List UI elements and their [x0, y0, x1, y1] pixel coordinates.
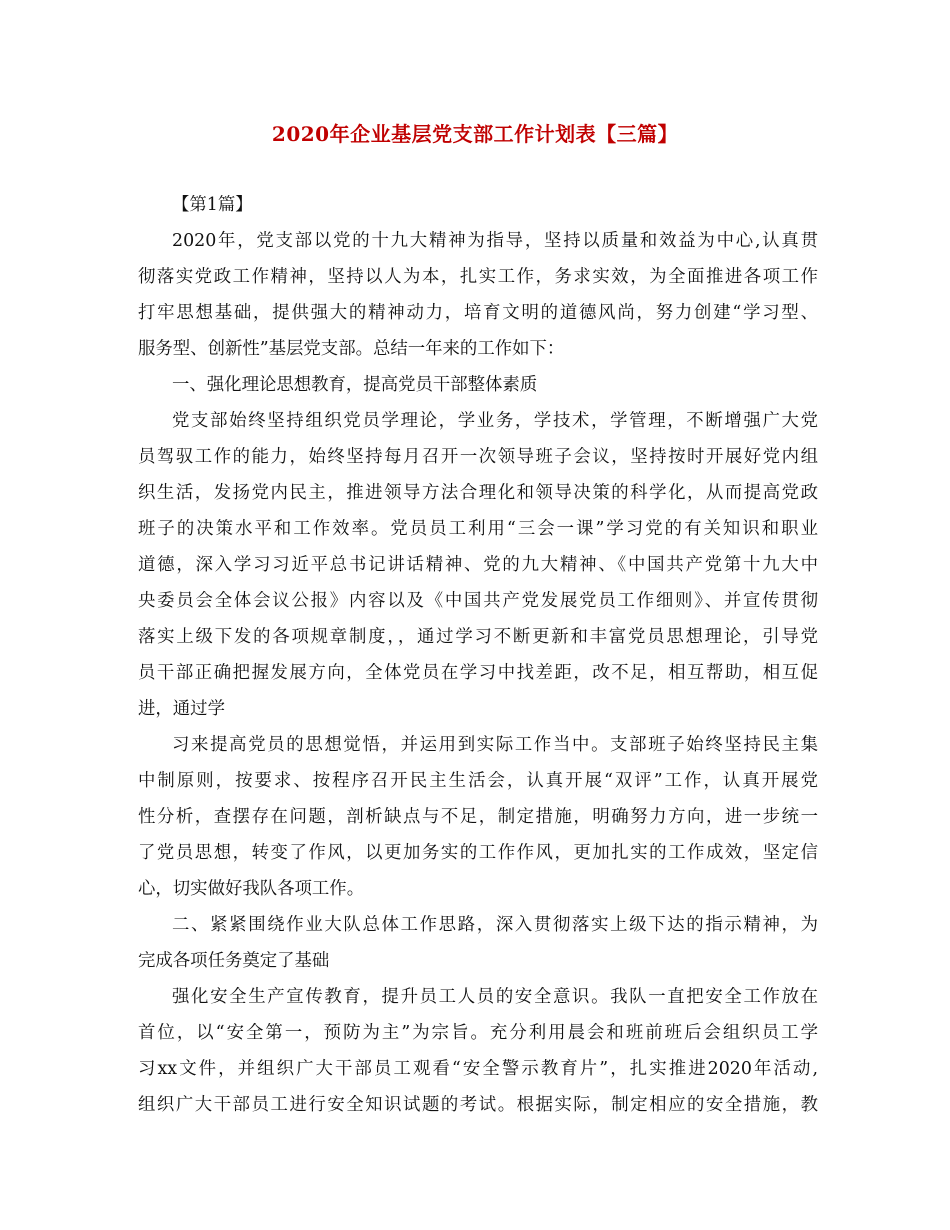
paragraph-line: 打牢思想基础，提供强大的精神动力，培育文明的道德风尚，努力创建“学习型、: [138, 303, 818, 323]
paragraph-line: 织生活，发扬党内民主，推进领导方法合理化和领导决策的科学化，从而提高党政: [138, 483, 818, 503]
paragraph-line: 道德，深入学习习近平总书记讲话精神、党的九大精神、《中国共产党第十九大中: [138, 555, 818, 575]
paragraph-line: 首位，以“安全第一，预防为主”为宗旨。充分利用晨会和班前班后会组织员工学: [138, 1023, 818, 1043]
paragraph-line: 中制原则，按要求、按程序召开民主生活会，认真开展“双评”工作，认真开展党: [138, 771, 818, 791]
paragraph-line: 进，通过学: [138, 699, 225, 719]
subheading: 一、强化理论思想教育，提高党员干部整体素质: [172, 375, 538, 395]
subheading: 二、紧紧围绕作业大队总体工作思路，深入贯彻落实上级下达的指示精神，为: [172, 915, 818, 935]
paragraph-line: 班子的决策水平和工作效率。党员员工利用“三会一课”学习党的有关知识和职业: [138, 519, 818, 539]
paragraph-line: 心，切实做好我队各项工作。: [138, 879, 365, 899]
paragraph-line: 党支部始终坚持组织党员学理论，学业务，学技术，学管理，不断增强广大党: [172, 411, 818, 431]
document-title: 2020年企业基层党支部工作计划表【三篇】: [271, 122, 679, 146]
paragraph-line: 性分析，查摆存在问题，剖析缺点与不足，制定措施，明确努力方向，进一步统一: [138, 807, 818, 827]
paragraph-line: 央委员会全体会议公报》内容以及《中国共产党发展党员工作细则》、并宣传贯彻: [138, 591, 818, 611]
paragraph-line: 了党员思想，转变了作风，以更加务实的工作作风，更加扎实的工作成效，坚定信: [138, 843, 818, 863]
paragraph-line: 员干部正确把握发展方向，全体党员在学习中找差距，改不足，相互帮助，相互促: [138, 663, 818, 683]
paragraph-line: 彻落实党政工作精神，坚持以人为本，扎实工作，务求实效，为全面推进各项工作: [138, 267, 818, 287]
subheading: 完成各项任务奠定了基础: [138, 951, 330, 971]
section-heading: 【第1篇】: [172, 195, 253, 215]
paragraph-line: 习来提高党员的思想觉悟，并运用到实际工作当中。支部班子始终坚持民主集: [172, 735, 818, 755]
paragraph-line: 落实上级下发的各项规章制度，，通过学习不断更新和丰富党员思想理论，引导党: [138, 627, 818, 647]
paragraph-line: 服务型、创新性”基层党支部。总结一年来的工作如下：: [138, 339, 565, 359]
paragraph-line: 组织广大干部员工进行安全知识试题的考试。根据实际，制定相应的安全措施，教: [138, 1095, 818, 1115]
paragraph-line: 习xx文件，并组织广大干部员工观看“安全警示教育片”，扎实推进2020年活动,: [138, 1059, 818, 1079]
paragraph-line: 员驾驭工作的能力，始终坚持每月召开一次领导班子会议，坚持按时开展好党内组: [138, 447, 818, 467]
paragraph-line: 强化安全生产宣传教育，提升员工人员的安全意识。我队一直把安全工作放在: [172, 987, 818, 1007]
paragraph-line: 2020年，党支部以党的十九大精神为指导，坚持以质量和效益为中心,认真贯: [172, 231, 818, 251]
